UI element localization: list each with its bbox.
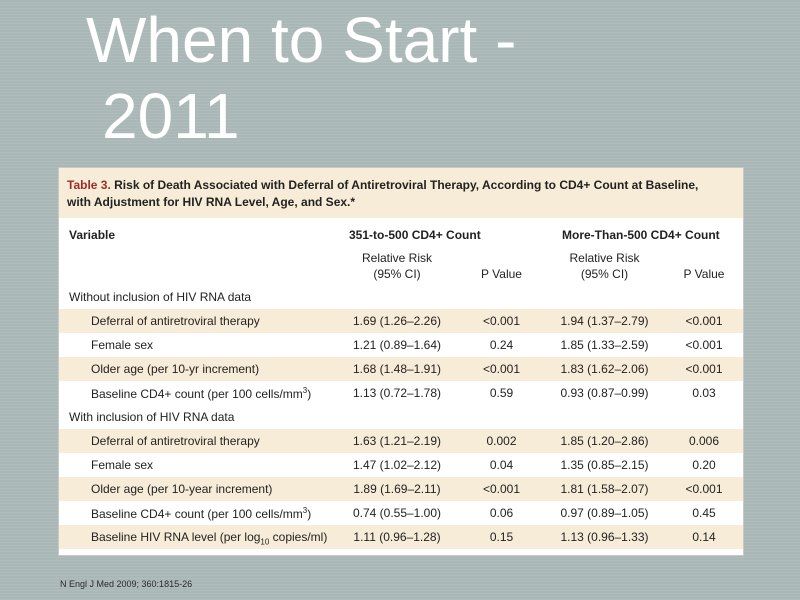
rr-351-500: 1.13 (0.72–1.78) <box>352 386 442 400</box>
row-label-superscript: 3 <box>302 386 308 395</box>
p-351-500: 0.15 <box>489 530 514 544</box>
column-group-over-500: More-Than-500 CD4+ Count <box>562 228 720 242</box>
row-label: Female sex <box>91 338 154 352</box>
subheader-rr-line2: (95% CI) <box>373 267 421 281</box>
slide-title-line2: 2011 <box>102 80 240 152</box>
column-group-351-500: 351-to-500 CD4+ Count <box>349 228 481 242</box>
rr-351-500: 1.21 (0.89–1.64) <box>352 338 442 352</box>
p-351-500: 0.06 <box>489 506 514 520</box>
column-header-variable: Variable <box>69 228 116 242</box>
row-label-main: Baseline CD4+ count (per 100 cells/mm <box>91 387 303 401</box>
row-label: Female sex <box>91 458 154 472</box>
p-351-500: <0.001 <box>482 482 521 496</box>
section-heading-with-rna <box>59 405 743 429</box>
table-row <box>59 381 743 405</box>
row-label-end: ) <box>307 387 312 401</box>
section-label: Without inclusion of HIV RNA data <box>69 290 252 304</box>
subheader-rr-line1: Relative Risk <box>361 251 433 265</box>
table-label: Table 3. <box>67 178 111 192</box>
results-table <box>58 167 744 556</box>
table-row <box>59 429 743 453</box>
table-row <box>59 333 743 357</box>
subheader-p-value-1: P Value <box>481 267 522 281</box>
rr-over-500: 1.94 (1.37–2.79) <box>560 314 649 328</box>
p-over-500: 0.006 <box>688 434 720 448</box>
slide-title-line1: When to Start - <box>86 4 517 76</box>
row-label <box>91 506 311 521</box>
citation: N Engl J Med 2009; 360:1815-26 <box>60 579 193 589</box>
rr-351-500: 1.47 (1.02–2.12) <box>352 458 442 472</box>
subheader-p-value-2: P Value <box>683 267 725 281</box>
rr-351-500: 1.89 (1.69–2.11) <box>353 482 441 496</box>
rr-over-500: 1.83 (1.62–2.06) <box>560 362 649 376</box>
table-row <box>59 309 743 333</box>
section-heading-without-rna <box>59 285 743 309</box>
rr-351-500: 1.68 (1.48–1.91) <box>352 362 442 376</box>
p-over-500: <0.001 <box>685 314 723 328</box>
p-351-500: <0.001 <box>482 314 521 328</box>
p-351-500: <0.001 <box>482 362 521 376</box>
row-label-end: ) <box>307 507 312 521</box>
p-over-500: <0.001 <box>685 482 723 496</box>
section-label: With inclusion of HIV RNA data <box>69 410 235 424</box>
row-label-main: Baseline CD4+ count (per 100 cells/mm <box>91 507 303 521</box>
row-label-superscript: 3 <box>302 506 308 515</box>
table-caption <box>67 177 727 211</box>
row-label-end: copies/ml) <box>269 530 328 544</box>
rr-over-500: 1.85 (1.33–2.59) <box>560 338 649 352</box>
p-351-500: 0.04 <box>489 458 514 472</box>
rr-351-500: 0.74 (0.55–1.00) <box>352 506 442 520</box>
table-caption-part1: Risk of Death Associated with Deferral of Antiretroviral Therapy, According to CD4+ Count at Baseline, <box>114 178 699 192</box>
slide-title <box>86 2 646 154</box>
rr-over-500: 1.35 (0.85–2.15) <box>560 458 649 472</box>
p-over-500: 0.14 <box>692 530 716 544</box>
p-over-500: <0.001 <box>685 362 723 376</box>
table-row <box>59 453 743 477</box>
rr-351-500: 1.63 (1.21–2.19) <box>352 434 442 448</box>
subheader-rr-line1: Relative Risk <box>569 251 640 265</box>
row-label: Deferral of antiretroviral therapy <box>91 314 260 328</box>
row-label <box>91 386 311 401</box>
rr-351-500: 1.69 (1.26–2.26) <box>352 314 442 328</box>
rr-351-500: 1.11 (0.96–1.28) <box>353 530 441 544</box>
p-over-500: 0.45 <box>692 506 716 520</box>
rr-over-500: 1.81 (1.58–2.07) <box>560 482 649 496</box>
table-row <box>59 525 743 549</box>
p-351-500: 0.59 <box>489 386 514 400</box>
row-label-main: Baseline HIV RNA level (per log <box>91 530 261 544</box>
subheader-relative-risk-1 <box>342 250 452 282</box>
row-label: Deferral of antiretroviral therapy <box>91 434 260 448</box>
table-row <box>59 501 743 525</box>
p-351-500: 0.002 <box>486 434 517 448</box>
p-351-500: 0.24 <box>489 338 514 352</box>
table-row <box>59 357 743 381</box>
rr-over-500: 0.93 (0.87–0.99) <box>560 386 649 400</box>
rr-over-500: 1.13 (0.96–1.33) <box>560 530 649 544</box>
p-over-500: 0.20 <box>692 458 716 472</box>
rr-over-500: 0.97 (0.89–1.05) <box>560 506 649 520</box>
subheader-rr-line2: (95% CI) <box>580 267 629 281</box>
table-row <box>59 477 743 501</box>
p-over-500: 0.03 <box>692 386 716 400</box>
table-caption-part2: with Adjustment for HIV RNA Level, Age, and Sex.* <box>67 195 356 209</box>
rr-over-500: 1.85 (1.20–2.86) <box>560 434 649 448</box>
subheader-relative-risk-2 <box>547 250 662 282</box>
row-label: Older age (per 10-year increment) <box>91 482 273 496</box>
row-label <box>91 530 327 546</box>
row-label-subscript: 10 <box>260 537 270 547</box>
p-over-500: <0.001 <box>685 338 723 352</box>
row-label: Older age (per 10-yr increment) <box>91 362 260 376</box>
